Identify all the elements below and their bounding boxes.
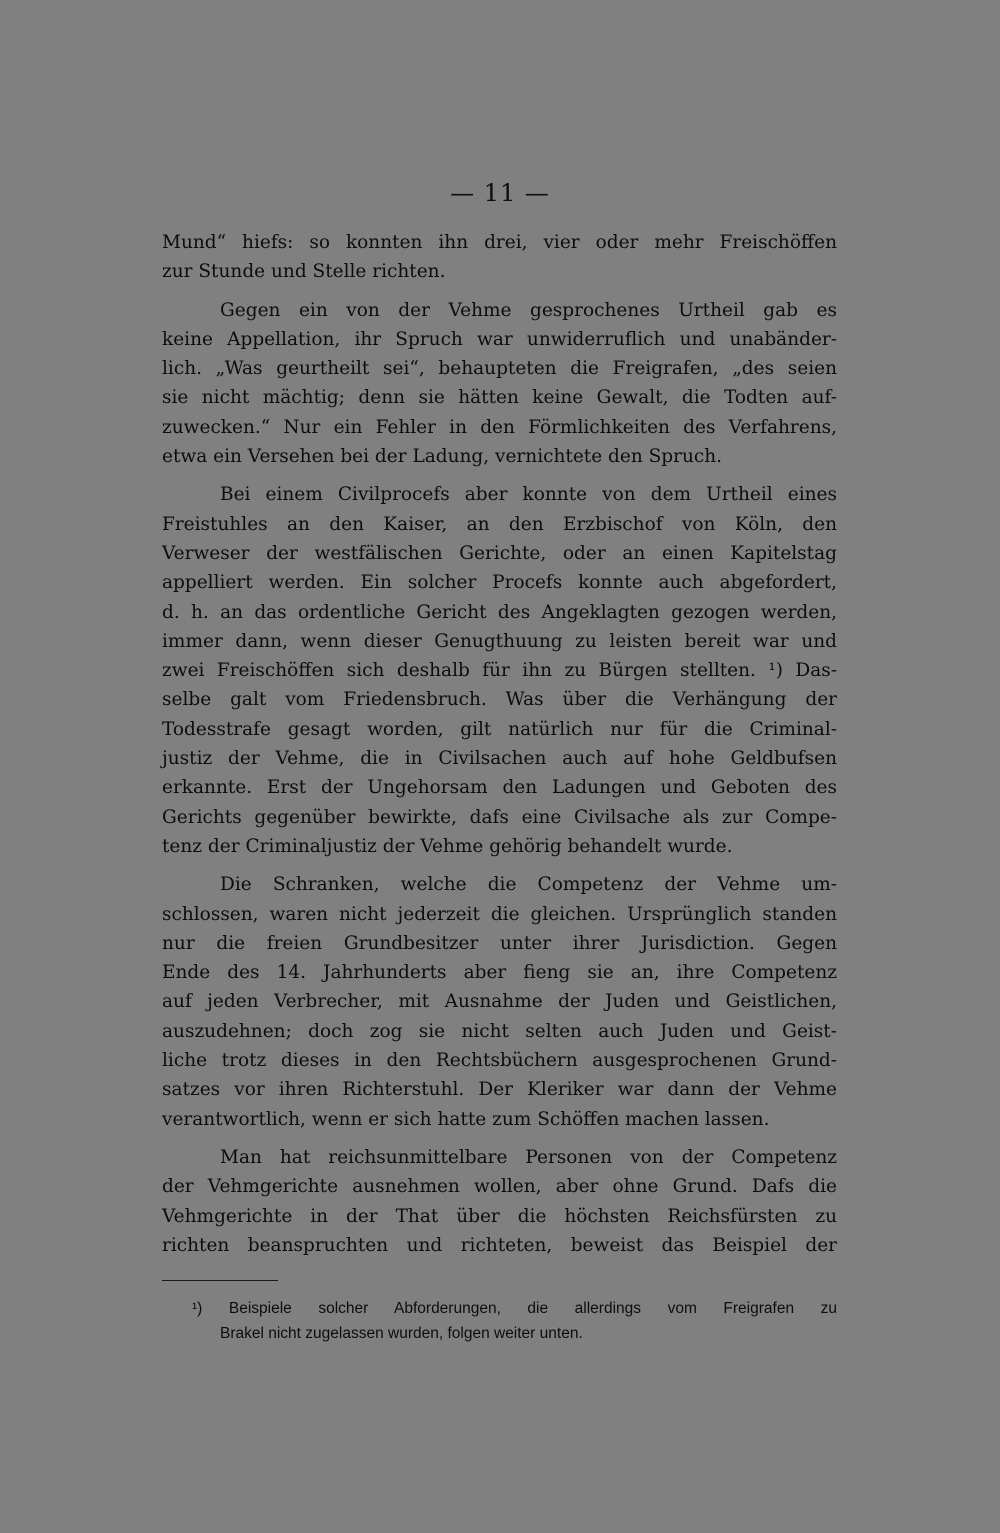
text-line: erkannte. Erst der Ungehorsam den Ladungen und Geboten des xyxy=(162,777,837,799)
text-line: satzes vor ihren Richterstuhl. Der Kleriker war dann der Vehme xyxy=(162,1079,837,1101)
footnote-divider xyxy=(162,1280,278,1281)
footnote xyxy=(162,1296,837,1346)
paragraph xyxy=(162,228,837,287)
text-line: justiz der Vehme, die in Civilsachen auch auf hohe Geldbufsen xyxy=(162,748,837,770)
text-line: Bei einem Civilprocefs aber konnte von dem Urtheil eines xyxy=(220,484,837,506)
text-line: keine Appellation, ihr Spruch war unwiderruflich und unabänder- xyxy=(162,328,837,350)
footnote-line: Brakel nicht zugelassen wurden, folgen weiter unten. xyxy=(220,1325,583,1342)
text-line: Ende des 14. Jahrhunderts aber fieng sie an, ihre Competenz xyxy=(162,962,837,984)
text-line: verantwortlich, wenn er sich hatte zum Schöffen machen lassen. xyxy=(162,1108,770,1130)
text-line: der Vehmgerichte ausnehmen wollen, aber ohne Grund. Dafs die xyxy=(162,1176,837,1198)
text-line: Verweser der westfälischen Gerichte, oder an einen Kapitelstag xyxy=(162,542,837,564)
text-line: d. h. an das ordentliche Gericht des Angeklagten gezogen werden, xyxy=(162,601,837,623)
text-line: appelliert werden. Ein solcher Procefs konnte auch abgefordert, xyxy=(162,572,837,594)
text-line: selbe galt vom Friedensbruch. Was über die Verhängung der xyxy=(162,689,837,711)
text-line: immer dann, wenn dieser Genugthuung zu leisten bereit war und xyxy=(162,630,837,652)
text-line: Vehmgerichte in der That über die höchsten Reichsfürsten zu xyxy=(162,1205,837,1227)
paragraph xyxy=(162,296,837,472)
text-line: tenz der Criminaljustiz der Vehme gehörig behandelt wurde. xyxy=(162,835,733,857)
text-line: etwa ein Versehen bei der Ladung, vernichtete den Spruch. xyxy=(162,446,723,468)
paragraph xyxy=(162,1143,837,1260)
text-line: Gerichts gegenüber bewirkte, dafs eine Civilsache als zur Compe- xyxy=(162,806,837,828)
body-text xyxy=(162,228,837,1260)
text-line: Man hat reichsunmittelbare Personen von der Competenz xyxy=(220,1146,837,1168)
footnote-line: ¹) Beispiele solcher Abforderungen, die allerdings vom Freigrafen zu xyxy=(192,1300,837,1317)
paragraph xyxy=(162,480,837,861)
text-line: sie nicht mächtig; denn sie hätten keine Gewalt, die Todten auf- xyxy=(162,387,837,409)
text-line: liche trotz dieses in den Rechtsbüchern ausgesprochenen Grund- xyxy=(162,1050,837,1072)
text-line: zuwecken.“ Nur ein Fehler in den Förmlichkeiten des Verfahrens, xyxy=(162,416,837,438)
text-line: richten beanspruchten und richteten, beweist das Beispiel der xyxy=(162,1234,837,1256)
text-line: auszudehnen; doch zog sie nicht selten auch Juden und Geist- xyxy=(162,1020,837,1042)
text-line: zur Stunde und Stelle richten. xyxy=(162,261,446,283)
text-line: Freistuhles an den Kaiser, an den Erzbischof von Köln, den xyxy=(162,513,837,535)
text-line: Mund“ hiefs: so konnten ihn drei, vier oder mehr Freischöffen xyxy=(162,232,837,253)
text-line: Todesstrafe gesagt worden, gilt natürlich nur für die Criminal- xyxy=(162,718,837,740)
paragraph xyxy=(162,870,837,1134)
text-line: Die Schranken, welche die Competenz der Vehme um- xyxy=(220,874,837,896)
text-line: Gegen ein von der Vehme gesprochenes Urtheil gab es xyxy=(220,299,837,321)
text-line: schlossen, waren nicht jederzeit die gleichen. Ursprünglich standen xyxy=(162,903,837,925)
text-line: auf jeden Verbrecher, mit Ausnahme der Juden und Geistlichen, xyxy=(162,991,837,1013)
page-number: — 11 — xyxy=(450,179,550,207)
text-line: zwei Freischöffen sich deshalb für ihn zu Bürgen stellten. ¹) Das- xyxy=(162,660,837,682)
text-line: nur die freien Grundbesitzer unter ihrer Jurisdiction. Gegen xyxy=(162,932,837,954)
text-line: lich. „Was geurtheilt sei“, behaupteten die Freigrafen, „des seien xyxy=(162,358,837,380)
